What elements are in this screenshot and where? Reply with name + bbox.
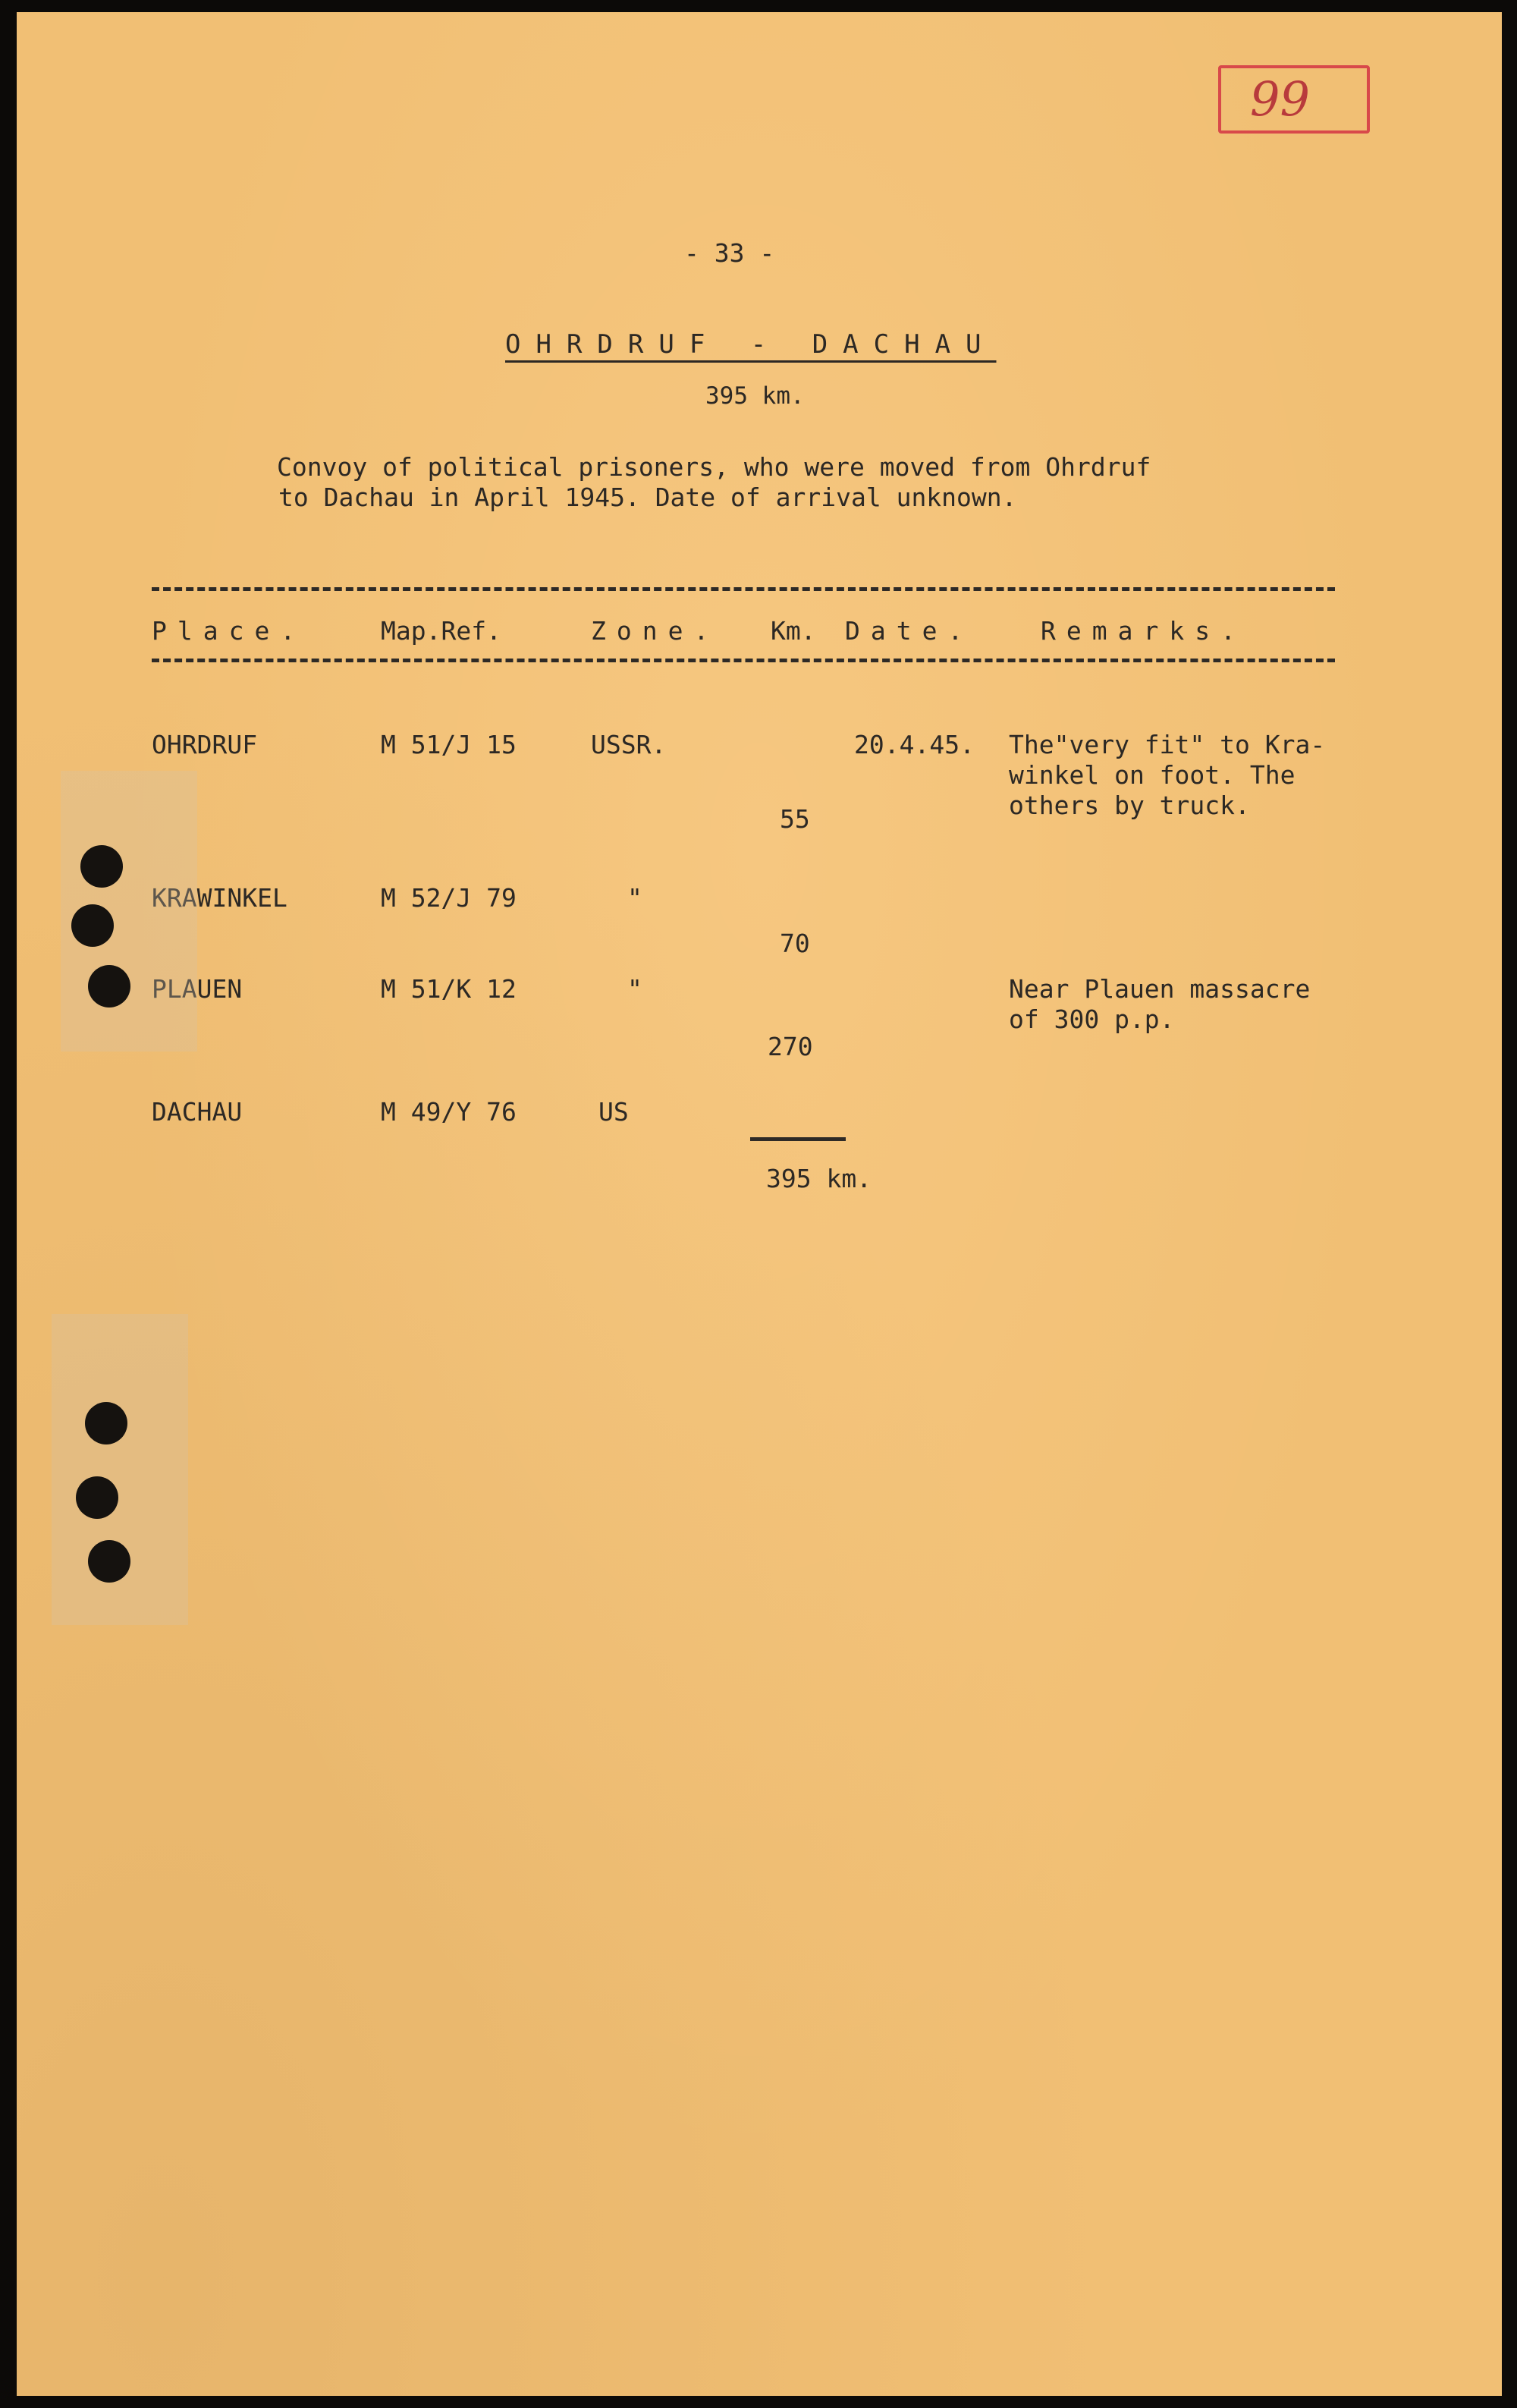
row-remarks-line: of 300 p.p. (1009, 1004, 1175, 1034)
row-map-ref: M 49/Y 76 (381, 1097, 517, 1127)
description-line-2: to Dachau in April 1945. Date of arrival unknown. (278, 483, 1017, 512)
leg-km: 70 (780, 929, 810, 958)
total-km: 395 km. (766, 1164, 872, 1193)
punch-hole (88, 965, 130, 1008)
table-top-rule (152, 587, 1335, 591)
leg-km: 55 (780, 804, 810, 834)
row-map-ref: M 51/K 12 (381, 974, 517, 1004)
sum-rule (750, 1137, 846, 1141)
stamp-number: 99 (1250, 71, 1310, 127)
leg-km: 270 (768, 1032, 813, 1061)
punch-hole (88, 1540, 130, 1583)
row-zone: US (598, 1097, 629, 1127)
punch-hole (71, 904, 114, 947)
header-km: Km. (771, 616, 816, 646)
row-map-ref: M 51/J 15 (381, 730, 517, 759)
description-line-1: Convoy of political prisoners, who were moved from Ohrdruf (277, 452, 1151, 482)
row-zone: USSR. (591, 730, 667, 759)
row-map-ref: M 52/J 79 (381, 883, 517, 913)
row-place: OHRDRUF (152, 730, 258, 759)
row-place: PLAUEN (152, 974, 243, 1004)
row-remarks-line: others by truck. (1009, 791, 1250, 820)
total-distance: 395 km. (705, 382, 805, 410)
header-zone: Zone. (591, 616, 720, 646)
row-place: KRAWINKEL (152, 883, 287, 913)
punch-hole (76, 1476, 118, 1519)
row-remarks-line: winkel on foot. The (1009, 760, 1296, 790)
header-remarks: Remarks. (1041, 616, 1246, 646)
document-page (17, 12, 1502, 2396)
document-title: OHRDRUF - DACHAU (505, 329, 997, 360)
punch-hole (80, 845, 123, 888)
row-place: DACHAU (152, 1097, 243, 1127)
row-remarks-line: Near Plauen massacre (1009, 974, 1311, 1004)
row-zone-ditto: " (627, 883, 642, 913)
page-number-stamp (1218, 65, 1370, 134)
header-place: Place. (152, 616, 306, 646)
row-zone-ditto: " (627, 974, 642, 1004)
header-map-ref: Map.Ref. (381, 616, 501, 646)
table-header-rule (152, 659, 1335, 662)
punch-hole (85, 1402, 127, 1444)
row-date: 20.4.45. (854, 730, 975, 759)
page-number: - 33 - (684, 238, 775, 268)
header-date: Date. (845, 616, 974, 646)
row-remarks-line: The"very fit" to Kra- (1009, 730, 1326, 759)
